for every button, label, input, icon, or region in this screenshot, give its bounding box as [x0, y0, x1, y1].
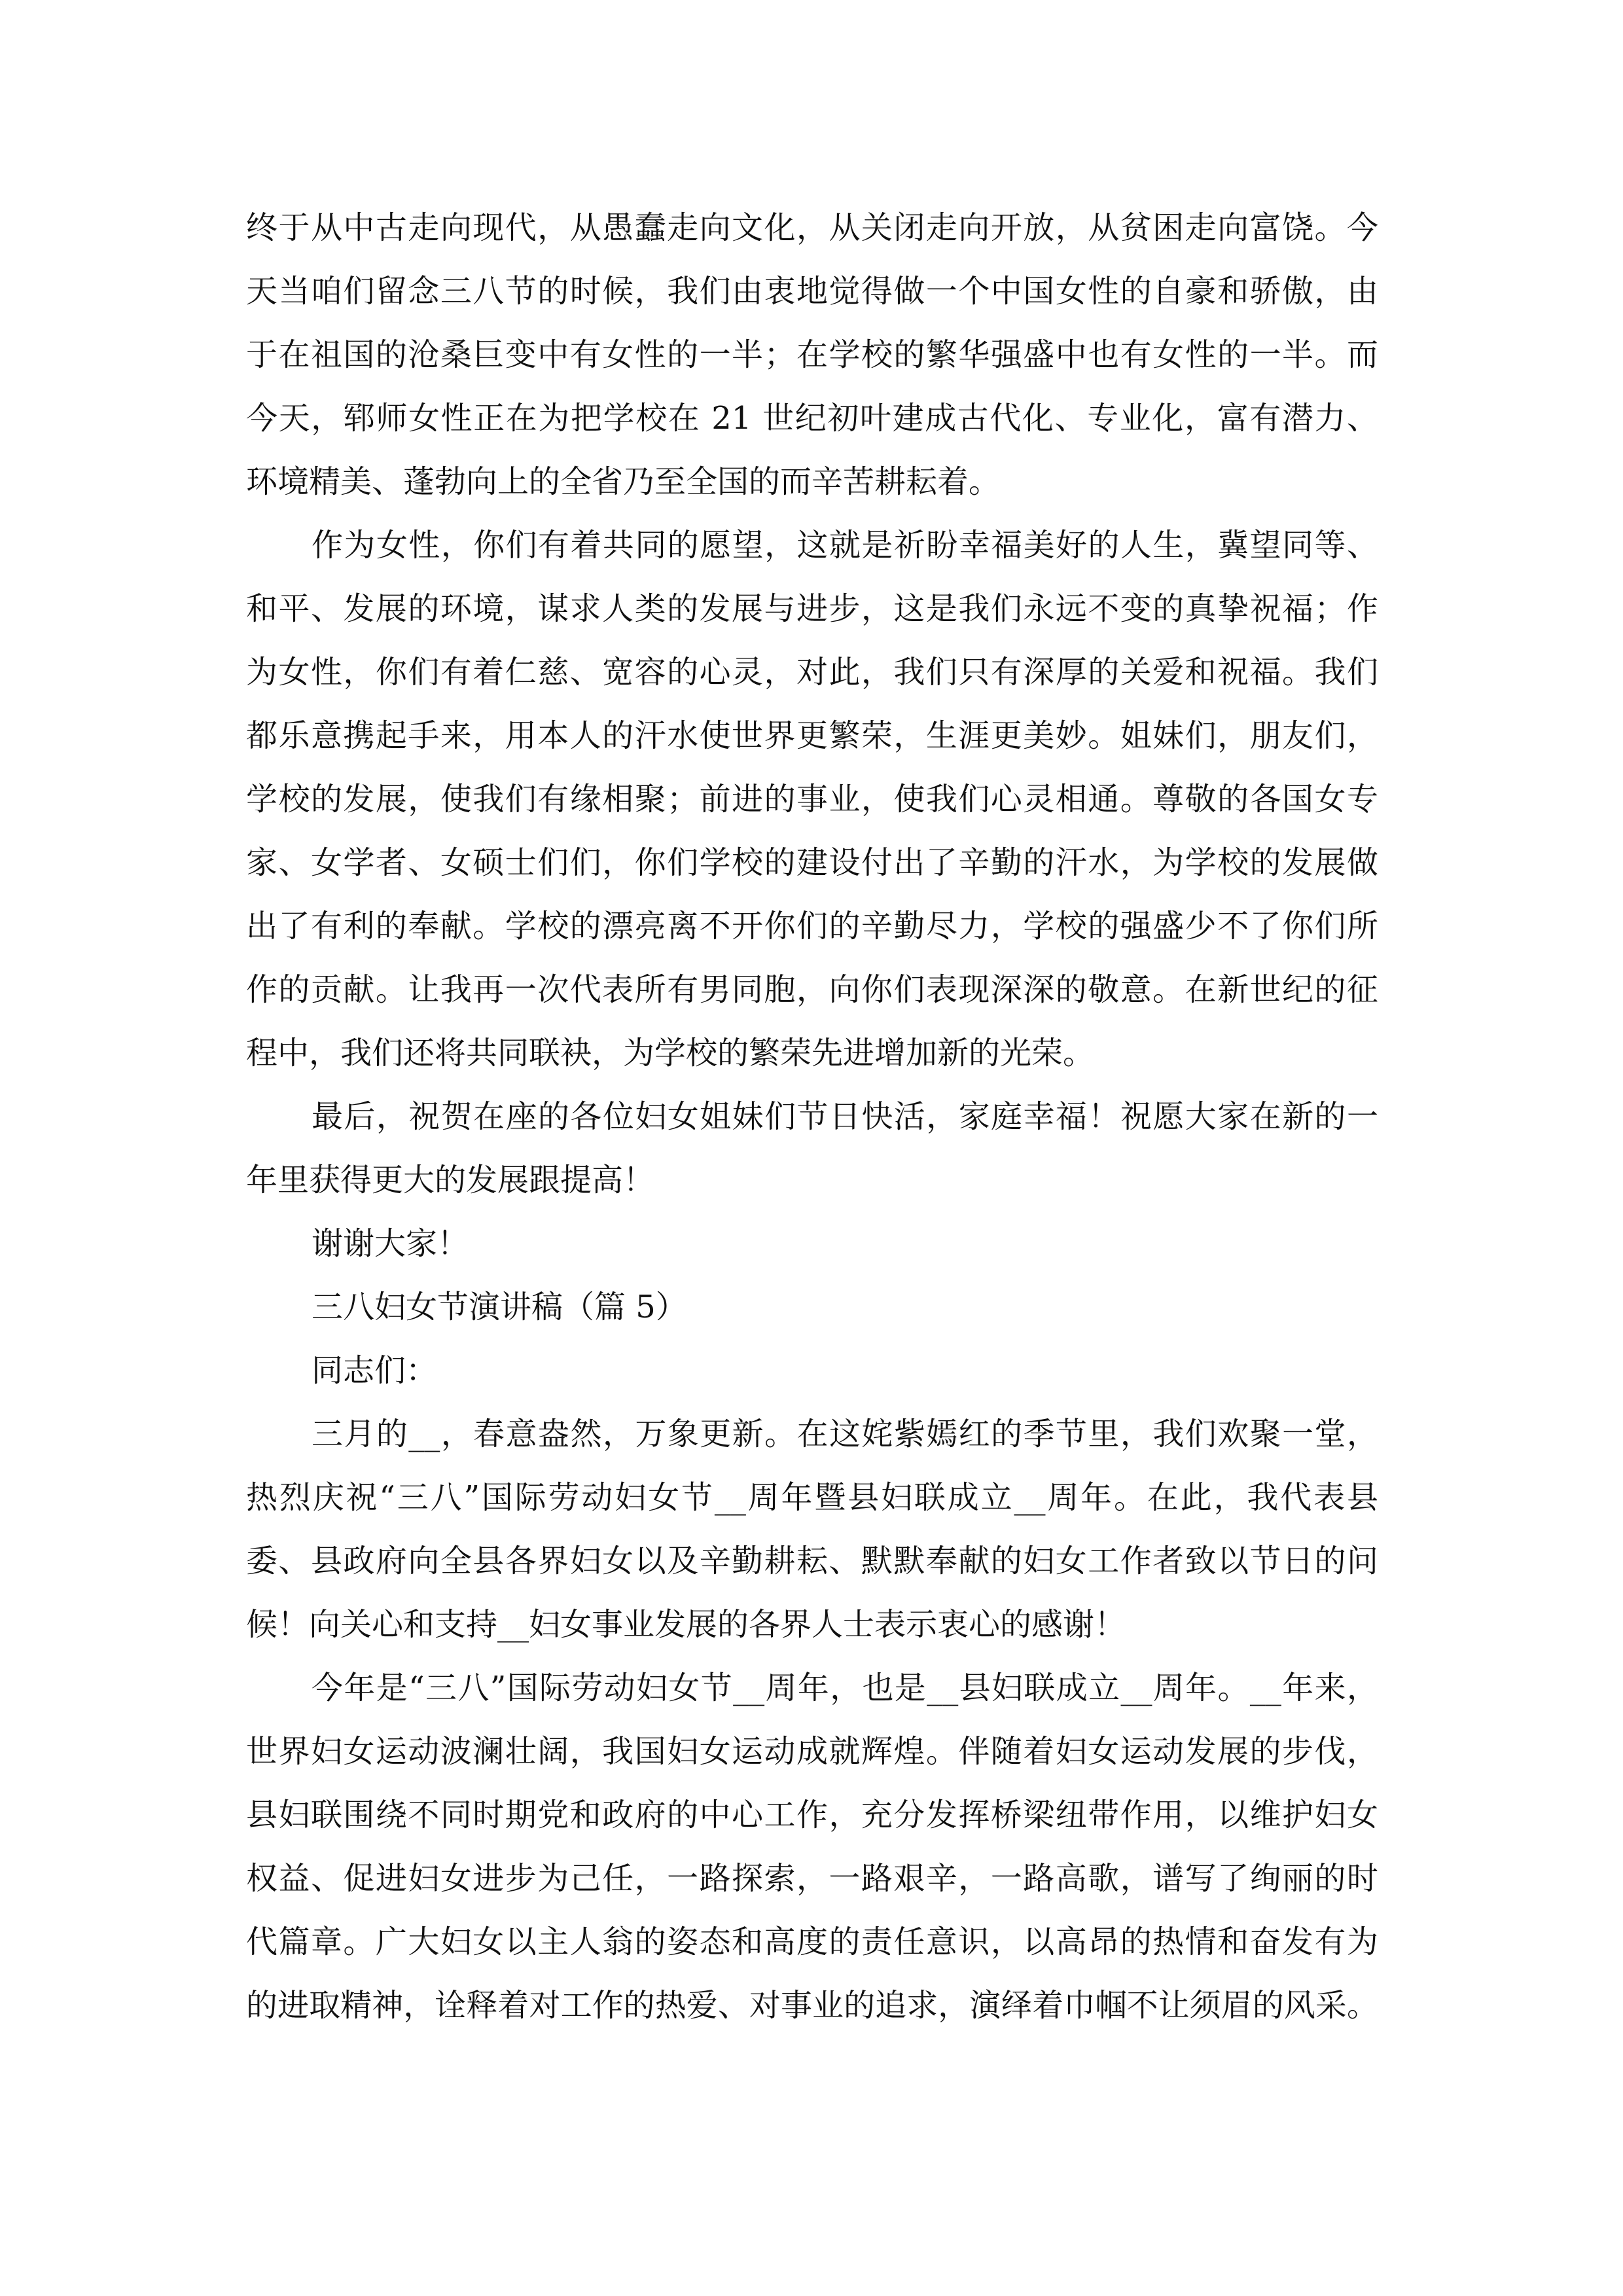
- text-line: 三月的__，春意盎然，万象更新。在这姹紫嫣红的季节里，我们欢聚一堂，: [312, 1416, 1378, 1452]
- salutation: 同志们：: [312, 1352, 438, 1389]
- text-line: 作的贡献。让我再一次代表所有男同胞，向你们表现深深的敬意。在新世纪的征: [246, 971, 1378, 1008]
- text-line: 天当咱们留念三八节的时候，我们由衷地觉得做一个中国女性的自豪和骄傲，由: [246, 273, 1378, 310]
- text-line: 为女性，你们有着仁慈、宽容的心灵，对此，我们只有深厚的关爱和祝福。我们: [246, 654, 1378, 691]
- text-line: 年里获得更大的发展跟提高！: [246, 1162, 655, 1198]
- text-line: 委、县政府向全县各界妇女以及辛勤耕耘、默默奉献的妇女工作者致以节日的问: [246, 1543, 1378, 1579]
- text-line: 县妇联围绕不同时期党和政府的中心工作，充分发挥桥梁纽带作用，以维护妇女: [246, 1797, 1378, 1833]
- text-line: 出了有利的奉献。学校的漂亮离不开你们的辛勤尽力，学校的强盛少不了你们所: [246, 908, 1378, 944]
- text-line: 程中，我们还将共同联袂，为学校的繁荣先进增加新的光荣。: [246, 1035, 1095, 1071]
- text-line: 权益、促进妇女进步为己任，一路探索，一路艰辛，一路高歌，谱写了绚丽的时: [246, 1860, 1378, 1897]
- text-line: 谢谢大家！: [312, 1225, 469, 1262]
- text-line: 候！向关心和支持__妇女事业发展的各界人士表示衷心的感谢！: [246, 1606, 1126, 1643]
- text-line: 今天，郓师女性正在为把学校在 21 世纪初叶建成古代化、专业化，富有潜力、: [246, 400, 1378, 437]
- text-line: 环境精美、蓬勃向上的全省乃至全国的而辛苦耕耘着。: [246, 463, 1001, 500]
- text-line: 代篇章。广大妇女以主人翁的姿态和高度的责任意识，以高昂的热情和奋发有为: [246, 1924, 1378, 1960]
- text-line: 和平、发展的环境，谋求人类的发展与进步，这是我们永远不变的真挚祝福；作: [246, 590, 1378, 627]
- text-line: 热烈庆祝“三八”国际劳动妇女节__周年暨县妇联成立__周年。在此，我代表县: [246, 1479, 1378, 1516]
- text-line: 最后，祝贺在座的各位妇女姐妹们节日快活，家庭幸福！祝愿大家在新的一: [312, 1098, 1378, 1135]
- text-line: 作为女性，你们有着共同的愿望，这就是祈盼幸福美好的人生，冀望同等、: [312, 527, 1378, 564]
- text-line: 世界妇女运动波澜壮阔，我国妇女运动成就辉煌。伴随着妇女运动发展的步伐，: [246, 1733, 1378, 1770]
- document-body: [246, 196, 1378, 2037]
- text-line: 家、女学者、女硕士们们，你们学校的建设付出了辛勤的汗水，为学校的发展做: [246, 844, 1378, 881]
- section-title: 三八妇女节演讲稿（篇 5）: [312, 1289, 687, 1325]
- text-line: 于在祖国的沧桑巨变中有女性的一半；在学校的繁华强盛中也有女性的一半。而: [246, 336, 1378, 373]
- text-line: 都乐意携起手来，用本人的汗水使世界更繁荣，生涯更美妙。姐妹们，朋友们，: [246, 717, 1378, 754]
- text-line: 终于从中古走向现代，从愚蠢走向文化，从关闭走向开放，从贫困走向富饶。今: [246, 209, 1378, 246]
- text-line: 学校的发展，使我们有缘相聚；前进的事业，使我们心灵相通。尊敬的各国女专: [246, 781, 1378, 817]
- text-line: 今年是“三八”国际劳动妇女节__周年，也是__县妇联成立__周年。__年来，: [312, 1670, 1378, 1706]
- text-line: 的进取精神，诠释着对工作的热爱、对事业的追求，演绎着巾帼不让须眉的风采。: [246, 1987, 1378, 2024]
